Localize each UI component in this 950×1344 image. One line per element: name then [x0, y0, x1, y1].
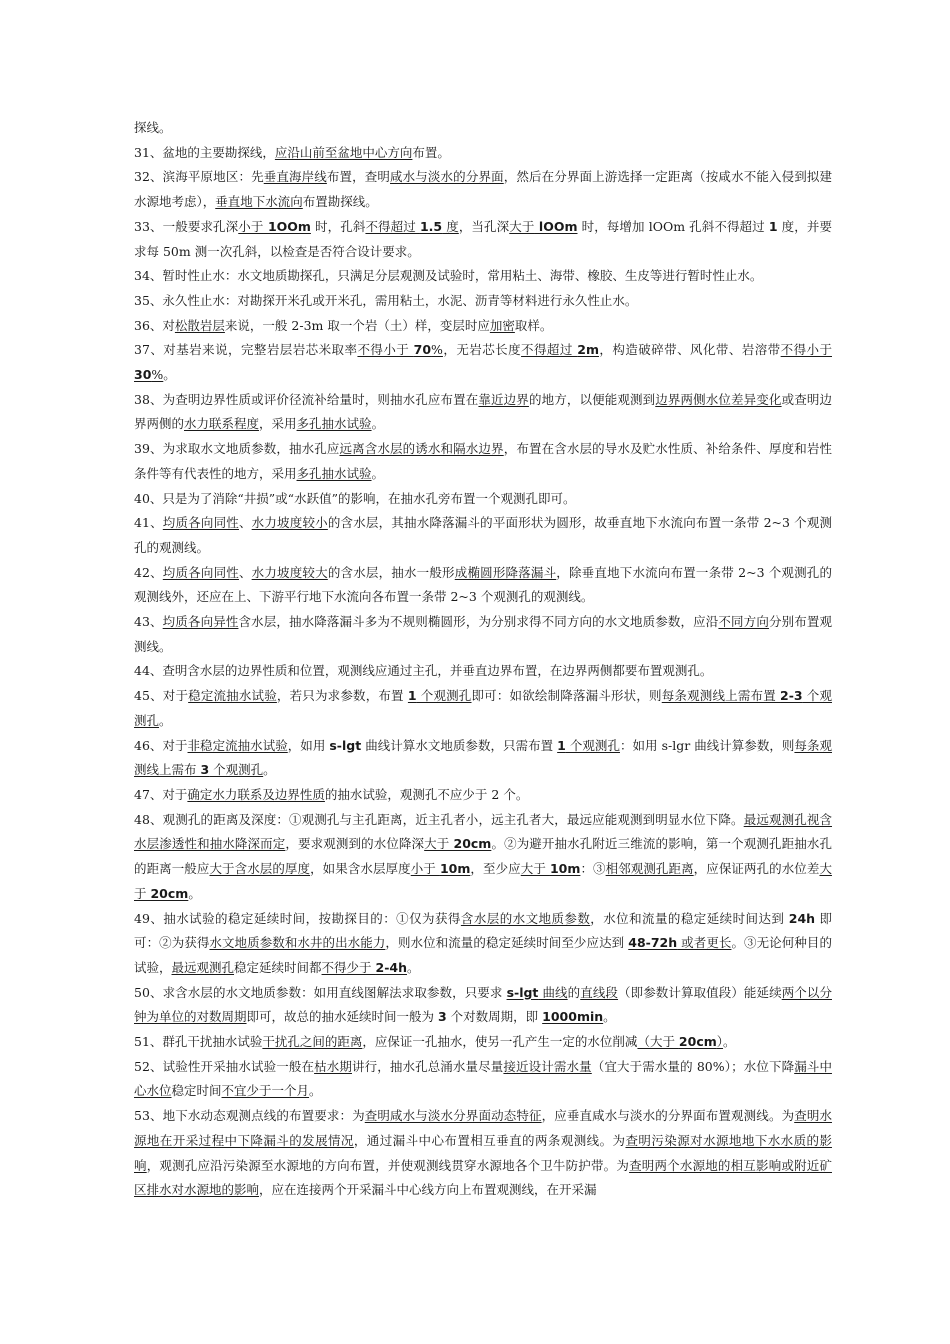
text-run: 。	[188, 885, 201, 901]
text-run: s-lgt	[329, 737, 362, 753]
underlined-text: 最远观测孔视含水层渗透性和抽水降深而定	[134, 811, 832, 852]
text-run: 3	[438, 1009, 447, 1025]
underlined-text: 查明水源地在开采过程中下降漏斗的发展情况	[134, 1108, 832, 1148]
underlined-text: 1000min	[542, 1009, 604, 1025]
text-run: 布置。	[412, 144, 450, 160]
text-run: ，除垂直地下水流向布置一条带 2~3 个观测孔的观测线外，还应在上、下游平行地下水流向各布置一条带 2~3 个观测孔的观测线。	[134, 564, 832, 605]
underlined-text: 每条观测线上需布	[134, 737, 832, 778]
underlined-text: 1	[557, 737, 566, 753]
underlined-text: 个观测孔	[416, 688, 472, 704]
text-run: 52、试验性开采抽水试验一般在	[134, 1058, 315, 1074]
underlined-text: %	[431, 342, 443, 358]
text-run: 37、对基岩来说，完整岩层岩芯米取率	[134, 342, 358, 358]
text-run: 即可：②为获得	[134, 910, 832, 951]
text-run: ，若只为求参数，布置	[276, 688, 408, 704]
text-run: 稳定时间	[171, 1083, 222, 1099]
underlined-text: 靠近边界	[478, 391, 529, 407]
underlined-text: 相邻观测孔距离	[605, 861, 694, 877]
text-run: 来说，一般 2-3m 取一个岩（土）样，变层时应	[224, 317, 490, 333]
underlined-text: 最远观测孔	[171, 959, 235, 975]
underlined-text: 漏斗中心水位	[134, 1058, 832, 1099]
underlined-text: 70	[413, 342, 432, 358]
underlined-text: 不得超过	[365, 218, 420, 234]
text-run: ，应在连接两个开采漏斗中心线方向上布置观测线，在开采漏	[259, 1182, 597, 1198]
underlined-text: 大于	[520, 861, 550, 877]
text-run: （宜大于需水量的 80%）；水位下降	[591, 1058, 795, 1074]
underlined-text: 均质各向异性	[162, 614, 239, 630]
underlined-text: 小于	[238, 218, 264, 234]
underlined-text: 或者更长	[677, 935, 732, 951]
paragraph	[134, 116, 832, 141]
underlined-text: 3	[200, 762, 210, 778]
underlined-text: 远离含水层的诱水和隔水边界	[339, 441, 504, 457]
text-run: 、	[238, 515, 252, 531]
underlined-text: ）	[716, 1034, 724, 1050]
underlined-text: 曲线	[538, 984, 568, 1000]
paragraph	[134, 1030, 832, 1055]
paragraph	[134, 388, 832, 437]
text-run: 即可，故总的抽水延续时间一般为	[246, 1009, 438, 1025]
text-run: 的含水层，抽水一般形	[327, 564, 455, 580]
text-run: 33、一般要求孔深	[134, 218, 239, 234]
text-run: 34、暂时性止水：水文地质勘探孔，只满足分层观测及试验时，常用粘土、海带、橡胶、生皮等进行暂时性止水。	[134, 268, 763, 284]
text-run: 、	[238, 564, 252, 580]
underlined-text: 10m	[549, 861, 581, 877]
text-run: 45、对于	[134, 688, 189, 704]
underlined-text: 垂直海岸线	[263, 169, 327, 185]
text-run: ，无岩芯长度	[442, 342, 522, 358]
text-run: 的	[567, 984, 581, 1000]
text-run: 35、永久性止水：对勘探开米孔或开米孔，需用粘土，水泥、沥青等材料进行永久性止水。	[134, 292, 638, 308]
underlined-text: 大于	[134, 861, 832, 901]
underlined-text: 水力坡度较大	[251, 564, 328, 580]
paragraph	[134, 907, 832, 981]
underlined-text: 水力坡度较小	[251, 515, 328, 531]
underlined-text: 成椭圆形降落漏斗	[454, 564, 557, 580]
paragraph	[134, 215, 832, 264]
text-run: ，应垂直咸水与淡水的分界面布置观测线。为	[541, 1108, 795, 1124]
underlined-text: 2-4h	[375, 959, 408, 975]
text-run: 含水层，抽水降落漏斗多为不规则椭圆形，为分别求得不同方向的水文地质参数，应沿	[238, 614, 719, 630]
text-run: 38、为查明边界性质或评价径流补给量时，则抽水孔应布置在	[134, 391, 479, 407]
underlined-text: 不宜少于一个月	[221, 1083, 310, 1099]
paragraph	[134, 684, 832, 733]
underlined-text: 个观测孔	[134, 688, 832, 728]
underlined-text: lOOm	[534, 218, 578, 234]
underlined-text: 每条观测线上需布置	[661, 688, 781, 704]
underlined-text: 2-3	[780, 688, 803, 704]
text-run: 32、滨海平原地区：先	[134, 169, 264, 185]
text-run: 44、查明含水层的边界性质和位置，观测线应通过主孔，并垂直边界布置，在边界两侧都要布置观测孔。	[134, 663, 713, 679]
text-run: 。③无论何种目的试验，	[134, 935, 832, 975]
text-run: 43、	[134, 614, 163, 630]
paragraph	[134, 289, 832, 314]
text-run: 度，并要求每 50m 测一次孔斜，以检查是否符合设计要求。	[134, 218, 832, 259]
underlined-text: 枯水期	[314, 1058, 352, 1074]
text-run: 47、对于	[134, 786, 188, 802]
underlined-text: 个观测孔	[209, 762, 264, 778]
text-run: 或查明边界两侧的	[134, 391, 832, 432]
text-run: 稳定延续时间都	[234, 959, 322, 975]
underlined-text: 不得少于	[321, 959, 376, 975]
text-run: 。	[263, 762, 276, 778]
text-run: ，则水位和流量的稳定延续时间至少应达到	[385, 935, 629, 951]
text-run: 曲线计算水文地质参数，只需布置	[361, 737, 558, 753]
underlined-text: 稳定流抽水试验	[188, 688, 277, 704]
text-run: 。	[371, 465, 385, 481]
underlined-text: 含水层的水文地质参数	[460, 910, 591, 926]
underlined-text: 2m	[577, 342, 599, 358]
underlined-text: 两个以分钟为单位的对数周期	[134, 984, 832, 1025]
text-run: 。	[371, 416, 385, 432]
text-run: ，如用	[287, 737, 330, 753]
text-run: 的含水层，其抽水降落漏斗的平面形状为圆形，故垂直地下水流向布置一条带 2~3 个观测孔的观测线。	[134, 515, 832, 555]
underlined-text: 确定水力联系及边界性质	[187, 786, 325, 802]
text-run: ，构造破碎带、风化带、岩溶带	[598, 342, 781, 358]
text-run: ，如果含水层厚度	[310, 861, 411, 877]
text-run: 布置，查明	[326, 169, 391, 185]
text-run: 39、为求取水文地质参数，抽水孔应	[134, 441, 340, 457]
text-run: 讲行，抽水孔总涌水量尽量	[351, 1058, 504, 1074]
paragraph	[134, 141, 832, 166]
text-run: 。	[163, 367, 176, 383]
paragraph	[134, 338, 832, 387]
paragraph	[134, 264, 832, 289]
text-run: 41、	[134, 515, 163, 531]
text-run: 即可：如欲绘制降落漏斗形状，则	[471, 688, 662, 704]
paragraph	[134, 659, 832, 684]
underlined-text: 20cm	[150, 885, 189, 901]
paragraph	[134, 981, 832, 1030]
underlined-text: 多孔抽水试验	[296, 416, 372, 432]
text-run: 。	[159, 712, 172, 728]
text-run: 时，孔斜	[310, 218, 366, 234]
underlined-text: 小于	[410, 861, 440, 877]
text-run: 1	[768, 218, 778, 234]
text-run: 46、对于	[134, 737, 188, 753]
paragraph	[134, 783, 832, 808]
text-run: ，布置在含水层的导水及贮水性质、补给条件、厚度和岩性条件等有代表性的地方，采用	[134, 441, 832, 481]
underlined-text: 10m	[439, 861, 471, 877]
text-run: 的抽水试验，观测孔不应少于 2 个。	[324, 786, 529, 802]
paragraph	[134, 1104, 832, 1203]
text-run: ，要求观测到的水位降深	[285, 836, 425, 852]
paragraph	[134, 808, 832, 907]
underlined-text: 30	[134, 367, 152, 383]
underlined-text: 均质各向同性	[162, 515, 239, 531]
text-run: 个对数周期，即	[446, 1009, 543, 1025]
text-run: 布置勘探线。	[302, 194, 378, 210]
underlined-text: 查明咸水与淡水分界面动态特征	[364, 1108, 542, 1124]
underlined-text: 个观测孔	[565, 737, 620, 753]
paragraph	[134, 437, 832, 486]
underlined-text: 不同方向	[718, 614, 769, 630]
text-run: ，观测孔应沿污染源至水源地的方向布置，并使观测线贯穿水源地各个卫牛防护带。为	[146, 1157, 630, 1173]
underlined-text: 大于	[509, 218, 535, 234]
underlined-text: 垂直地下水流向	[215, 194, 303, 210]
text-run: ，应保证两孔的水位差	[693, 861, 820, 877]
underlined-text: 水力联系程度	[184, 416, 260, 432]
text-run: ，然后在分界面上游选择一定距离（按咸水不能入侵到拟建水源地考虑），	[134, 169, 832, 210]
underlined-text: 度	[442, 218, 459, 234]
text-run: ：③	[580, 861, 606, 877]
paragraph	[134, 165, 832, 214]
text-run: ：如用 s-lgr 曲线计算参数，则	[619, 737, 795, 753]
text-run: ，水位和流量的稳定延续时间达到	[590, 910, 789, 926]
text-run: 50、求含水层的水文地质参数：如用直线图解法求取参数，只要求	[134, 984, 507, 1000]
text-run: ，至少应	[470, 861, 521, 877]
text-run: 40、只是为了消除“井损”或“水跃值”的影响，在抽水孔旁布置一个观测孔即可。	[134, 490, 576, 506]
underlined-text: 咸水与淡水的分界面	[390, 169, 504, 185]
underlined-text: 大于含水层的厚度	[209, 861, 311, 877]
text-run: ，采用	[259, 416, 297, 432]
underlined-text: 直线段	[580, 984, 619, 1000]
text-run: 49、抽水试验的稳定延续时间，按勘探目的：①仅为获得	[134, 910, 461, 926]
underlined-text: %	[151, 367, 164, 383]
underlined-text: 应沿山前至盆地中心方向	[274, 144, 413, 160]
text-run: ，应保证一孔抽水，使另一孔产生一定的水位削减	[362, 1034, 638, 1050]
underlined-text: 加密	[489, 317, 515, 333]
text-run: ，通过漏斗中心布置相互垂直的两条观测线。为	[353, 1132, 626, 1148]
text-run: 48、观测孔的距离及深度：①观测孔与主孔距离，近主孔者小，远主孔者大，最远应能观测到明显水位下降。	[134, 811, 744, 827]
underlined-text: 不得超过	[521, 342, 578, 358]
text-run: 42、	[134, 564, 163, 580]
underlined-text: 水文地质参数和水井的出水能力	[209, 935, 386, 951]
paragraph	[134, 314, 832, 339]
underlined-text: 20cm	[678, 1034, 717, 1050]
paragraph	[134, 1055, 832, 1104]
underlined-text: 边界两侧水位差异变化	[655, 391, 782, 407]
underlined-text: 大于	[424, 836, 454, 852]
text-run: 53、地下水动态观测点线的布置要求：为	[134, 1108, 365, 1124]
text-run: 51、群孔干扰抽水试验	[134, 1034, 263, 1050]
underlined-text: 非稳定流抽水试验	[187, 737, 288, 753]
underlined-text: 查明两个水源地的相互影响或附近矿区排水对水源地的影响	[134, 1157, 832, 1198]
paragraph	[134, 561, 832, 610]
underlined-text: 48-72h	[628, 935, 678, 951]
text-run: 24h	[788, 910, 816, 926]
underlined-text: 接近设计需水量	[503, 1058, 592, 1074]
paragraph	[134, 511, 832, 560]
paragraph	[134, 734, 832, 783]
underlined-text: 干扰孔之间的距离	[262, 1034, 363, 1050]
text-run: 的地方，以便能观测到	[528, 391, 656, 407]
text-run: 取样。	[514, 317, 553, 333]
text-run: 。	[723, 1034, 736, 1050]
text-run: ，当孔深	[458, 218, 510, 234]
text-run: （即参数计算取值段）能延续	[618, 984, 782, 1000]
text-run: 。	[309, 1083, 322, 1099]
paragraph	[134, 610, 832, 659]
text-run: 时，每增加 lOOm 孔斜不得超过	[577, 218, 769, 234]
underlined-text: 1.5	[419, 218, 443, 234]
text-run: 36、对	[134, 317, 175, 333]
underlined-text: 查明污染源对水源地地下水水质的影响	[134, 1132, 832, 1173]
text-run: 。	[603, 1009, 616, 1025]
text-run: 。	[407, 959, 420, 975]
underlined-text: 不得小于	[357, 342, 414, 358]
underlined-text: 20cm	[453, 836, 492, 852]
text-run: 分别布置观测线。	[134, 614, 832, 654]
underlined-text: 均质各向同性	[162, 564, 239, 580]
text-run: 探线。	[134, 120, 172, 135]
text-run: 31、盆地的主要勘探线，	[134, 144, 275, 160]
text-run: 。②为避开抽水孔附近三维流的影响，第一个观测孔距抽水孔的距离一般应	[134, 836, 832, 877]
underlined-text: （大于	[637, 1034, 679, 1050]
underlined-text: 1OOm	[263, 218, 311, 234]
underlined-text: s-lgt	[506, 984, 539, 1000]
document-body	[134, 116, 832, 1203]
underlined-text: 1	[407, 688, 417, 704]
underlined-text: 松散岩层	[174, 317, 225, 333]
paragraph	[134, 487, 832, 512]
underlined-text: 多孔抽水试验	[296, 465, 372, 481]
underlined-text: 不得小于	[780, 342, 832, 358]
